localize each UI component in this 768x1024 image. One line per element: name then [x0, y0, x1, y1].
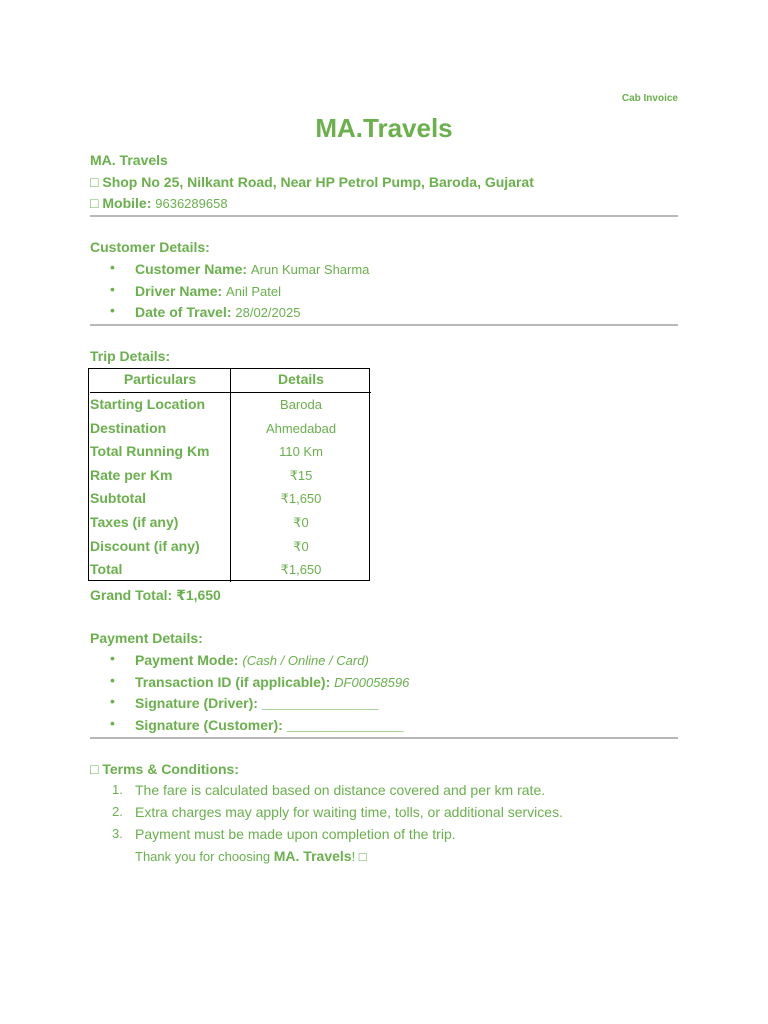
- bullet: •: [110, 715, 115, 731]
- table-cell: ₹0: [293, 514, 309, 530]
- thanks-suffix: ! □: [351, 849, 367, 864]
- list-item: The fare is calculated based on distance covered and per km rate.: [135, 782, 546, 798]
- travel-date-label: Date of Travel:: [135, 304, 232, 320]
- table-row: [90, 511, 371, 535]
- mobile-label: Mobile:: [102, 195, 152, 211]
- company-address: [90, 172, 534, 192]
- list-item: [135, 650, 369, 671]
- grand-total: Grand Total: ₹1,650: [90, 587, 221, 603]
- thanks-line: [135, 846, 367, 867]
- table-cell: Taxes (if any): [90, 511, 231, 535]
- customer-name-value: Arun Kumar Sharma: [250, 262, 370, 277]
- customer-signature-line: _______________: [286, 717, 404, 733]
- table-cell: 110 Km: [279, 444, 323, 460]
- divider: [90, 737, 678, 739]
- company-name: MA. Travels: [90, 152, 168, 168]
- list-item: Extra charges may apply for waiting time, tolls, or additional services.: [135, 804, 563, 820]
- driver-signature-label: Signature (Driver):: [135, 695, 258, 711]
- transaction-id-value: DF00058596: [334, 675, 410, 690]
- divider: [90, 215, 678, 217]
- list-item: [135, 715, 403, 735]
- table-row: [90, 464, 371, 488]
- customer-signature-label: Signature (Customer):: [135, 717, 283, 733]
- terms-heading: [90, 759, 239, 779]
- table-row: [90, 417, 371, 441]
- table-row: [90, 487, 371, 511]
- table-cell: ₹0: [293, 538, 309, 554]
- phone-icon: □: [90, 195, 99, 211]
- driver-name-label: Driver Name:: [135, 283, 223, 299]
- travel-date-value: 28/02/2025: [235, 305, 301, 320]
- table-cell: ₹1,650: [280, 491, 322, 507]
- table-cell: Starting Location: [90, 393, 231, 417]
- list-item: [135, 693, 379, 713]
- driver-name-value: Anil Patel: [226, 284, 281, 299]
- bullet: •: [110, 259, 115, 275]
- terms-heading-text: Terms & Conditions:: [102, 761, 239, 777]
- transaction-id-label: Transaction ID (if applicable):: [135, 674, 331, 690]
- bullet: •: [110, 281, 115, 297]
- terms-icon: □: [90, 761, 99, 777]
- table-row: [90, 393, 371, 417]
- thanks-prefix: Thank you for choosing: [135, 849, 274, 864]
- table-cell: Baroda: [280, 397, 322, 412]
- table-row: [90, 535, 371, 559]
- address-text: Shop No 25, Nilkant Road, Near HP Petrol Pump, Baroda, Gujarat: [102, 174, 534, 190]
- table-cell: ₹15: [289, 467, 313, 483]
- trip-heading: Trip Details:: [90, 348, 171, 364]
- table-cell: Total: [90, 558, 231, 582]
- mobile-value: 9636289658: [155, 196, 228, 211]
- list-item: [135, 302, 300, 323]
- list-item: Payment must be made upon completion of the trip.: [135, 826, 456, 842]
- column-header: Details: [231, 368, 372, 393]
- trip-table: [90, 368, 371, 582]
- driver-signature-line: _______________: [261, 695, 379, 711]
- payment-mode-label: Payment Mode:: [135, 652, 239, 668]
- table-header-row: [90, 368, 371, 393]
- bullet: •: [110, 650, 115, 666]
- customer-heading: Customer Details:: [90, 239, 210, 255]
- list-number: 2.: [112, 804, 123, 819]
- bullet: •: [110, 693, 115, 709]
- column-header: Particulars: [90, 368, 231, 393]
- list-number: 3.: [112, 826, 123, 841]
- table-cell: Subtotal: [90, 487, 231, 511]
- customer-name-label: Customer Name:: [135, 261, 248, 277]
- location-icon: □: [90, 174, 99, 190]
- divider: [90, 324, 678, 326]
- table-row: [90, 558, 371, 582]
- table-cell: Ahmedabad: [265, 420, 337, 436]
- list-item: [135, 259, 369, 280]
- bullet: •: [110, 302, 115, 318]
- doc-type-label: Cab Invoice: [621, 93, 678, 104]
- list-item: [135, 281, 281, 302]
- table-cell: Discount (if any): [90, 535, 231, 559]
- table-cell: ₹1,650: [280, 562, 322, 578]
- list-number: 1.: [112, 782, 123, 797]
- table-cell: Total Running Km: [90, 440, 231, 464]
- payment-mode-value: (Cash / Online / Card): [242, 653, 369, 668]
- thanks-brand: MA. Travels: [273, 848, 352, 864]
- page-title: MA.Travels: [315, 113, 453, 143]
- company-mobile: [90, 193, 228, 214]
- payment-heading: Payment Details:: [90, 630, 203, 646]
- list-item: [135, 672, 409, 693]
- table-row: [90, 440, 371, 464]
- table-cell: Destination: [90, 417, 231, 441]
- bullet: •: [110, 672, 115, 688]
- table-cell: Rate per Km: [90, 464, 231, 488]
